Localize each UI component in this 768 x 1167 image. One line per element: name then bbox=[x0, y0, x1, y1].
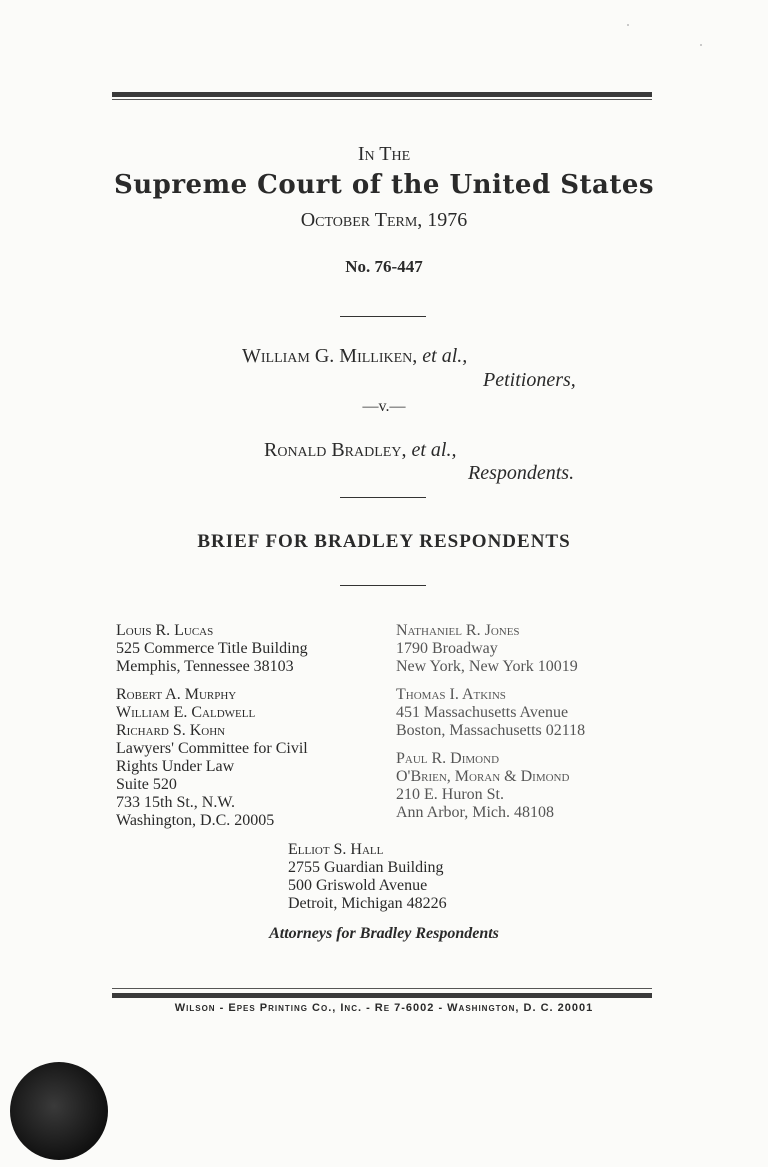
left-column bbox=[116, 622, 308, 830]
respondent-etal: et al., bbox=[411, 439, 457, 461]
address-line: Suite 520 bbox=[116, 776, 177, 793]
respondent-role: Respondents. bbox=[468, 462, 575, 484]
address-line: New York, New York 10019 bbox=[396, 658, 578, 675]
address-line: Memphis, Tennessee 38103 bbox=[116, 658, 294, 675]
counsel-name: Richard S. Kohn bbox=[116, 722, 226, 739]
docket-number: No. 76-447 bbox=[345, 257, 423, 276]
address-line: 1790 Broadway bbox=[396, 640, 498, 657]
bottom-rule-thin bbox=[112, 988, 652, 989]
petitioner-line bbox=[242, 345, 467, 368]
counsel-name: Paul R. Dimond bbox=[396, 750, 500, 767]
address-line: 500 Griswold Avenue bbox=[288, 877, 428, 894]
address-line: Lawyers' Committee for Civil bbox=[116, 740, 308, 757]
attorneys-for: Attorneys for Bradley Respondents bbox=[269, 925, 499, 942]
address-line: Washington, D.C. 20005 bbox=[116, 812, 275, 829]
versus: —v.— bbox=[362, 398, 406, 415]
divider-2 bbox=[340, 497, 426, 498]
address-line: 733 15th St., N.W. bbox=[116, 794, 235, 811]
address-line: Boston, Massachusetts 02118 bbox=[396, 722, 586, 739]
printer-line: Wilson - Epes Printing Co., Inc. - Re 7-6002 - Washington, D. C. 20001 bbox=[174, 1002, 594, 1014]
center-block bbox=[288, 841, 447, 913]
speck bbox=[627, 24, 629, 26]
address-line: 2755 Guardian Building bbox=[288, 859, 444, 876]
petitioner-etal: et al., bbox=[422, 345, 468, 367]
term-line: October Term, 1976 bbox=[300, 209, 468, 231]
counsel-name: Robert A. Murphy bbox=[116, 686, 237, 703]
top-rule bbox=[112, 92, 652, 97]
divider-3 bbox=[340, 585, 426, 586]
counsel-name: Thomas I. Atkins bbox=[396, 686, 506, 703]
address-line: Rights Under Law bbox=[116, 758, 235, 775]
address-line: 210 E. Huron St. bbox=[396, 786, 504, 803]
court-name: Supreme Court of the United States bbox=[113, 170, 655, 200]
right-column bbox=[396, 622, 585, 822]
address-line: Ann Arbor, Mich. 48108 bbox=[396, 804, 555, 821]
address-line: Detroit, Michigan 48226 bbox=[288, 895, 447, 912]
respondent-name: Ronald Bradley, bbox=[264, 439, 407, 461]
speck bbox=[700, 44, 702, 46]
counsel-name: Elliot S. Hall bbox=[288, 841, 384, 858]
petitioner-name: William G. Milliken, bbox=[242, 345, 418, 367]
divider-1 bbox=[340, 316, 426, 317]
punch-hole-blot bbox=[10, 1062, 108, 1160]
counsel-name: Nathaniel R. Jones bbox=[396, 622, 520, 639]
counsel-name: Louis R. Lucas bbox=[116, 622, 214, 639]
brief-title: BRIEF FOR BRADLEY RESPONDENTS bbox=[197, 531, 571, 552]
in-the-line: In The bbox=[357, 143, 411, 165]
counsel-name: William E. Caldwell bbox=[116, 704, 256, 721]
address-line: 451 Massachusetts Avenue bbox=[396, 704, 569, 721]
address-line: 525 Commerce Title Building bbox=[116, 640, 308, 657]
bottom-rule bbox=[112, 993, 652, 998]
respondent-line bbox=[264, 439, 456, 462]
petitioner-role: Petitioners, bbox=[483, 369, 576, 391]
top-rule-thin bbox=[112, 99, 652, 100]
firm-name: O'Brien, Moran & Dimond bbox=[396, 768, 570, 785]
